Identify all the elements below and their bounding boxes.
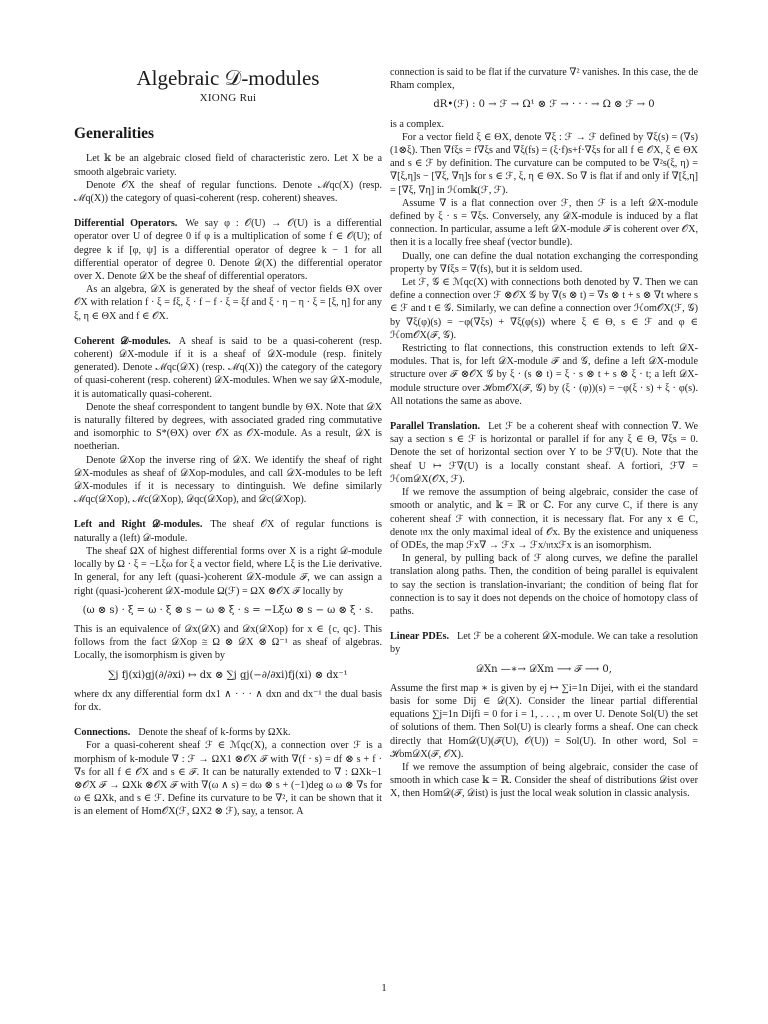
paragraph: connection is said to be flat if the curvature ∇² vanishes. In this case, the de Rham complex,	[390, 67, 698, 92]
left-column	[74, 66, 382, 819]
run-in-heading: Parallel Translation.	[390, 421, 481, 433]
paragraph: If we remove the assumption of being algebraic, consider the case of smooth in which case 𝕜 = ℝ. Consider the sheaf of distributions 𝒟ist over X, then Hom𝒟(ℱ, 𝒟ist) is just the local weak solution in classic analysis.	[390, 761, 698, 800]
page-number: 1	[381, 982, 387, 994]
paragraph: This is an equivalence of 𝒟x(𝒟X) and 𝒟x(𝒟Xop) for x ∈ {c, qc}. This follows from the fact 𝒟Xop ≅ Ω ⊗ 𝒟X ⊗ Ω⁻¹ as sheaf of algebras. Locally, the isomorphism is given by	[74, 623, 382, 662]
paragraph: where dx any differential form dx1 ∧ · · · ∧ dxn and dx⁻¹ the dual basis for dx.	[74, 688, 382, 713]
section-heading-generalities: Generalities	[74, 125, 155, 143]
paragraph-parallel-translation	[390, 420, 698, 486]
paragraph: Restricting to flat connections, this construction extends to left 𝒟X-modules. That is, for left 𝒟X-module ℱ and 𝒢, define a left 𝒟X-module structure over ℱ ⊗𝒪X 𝒢 by ξ · (s ⊗ t) = ξ · s ⊗ t + s ⊗ ξ · t; a left 𝒟X-module structure over ℋom𝒪X(ℱ, 𝒢) by (ξ · (φ))(s) = −φ(ξ · s) + ξ · φ(s). All notations the same as above.	[390, 343, 698, 407]
paragraph-text: The sheaf 𝒪X of regular functions is naturally a (left) 𝒟-module.	[74, 519, 382, 544]
paragraph: For a quasi-coherent sheaf ℱ ∈ ℳqc(X), a connection over ℱ is a morphism of k-module ∇ : ℱ → ΩX1 ⊗𝒪X ℱ with ∇(f · s) = df ⊗ s + f · ∇s for all f ∈ 𝒪X and s ∈ ℱ. It can be naturally extended to ∇ : ΩXk−1 ⊗𝒪X ℱ → ΩXk ⊗𝒪X ℱ with ∇(ω ∧ s) = dω ⊗ s + (−1)deg ω ω ⊗ ∇s for ω ∈ ΩXk, and s ∈ ℱ. Define its curvature to be ∇², it can be shown that it is an element of Hom𝒪X(ℱ, ΩX2 ⊗ ℱ), say, a tensor. A	[74, 740, 382, 818]
paragraph: As an algebra, 𝒟X is generated by the sheaf of vector fields ΘX over 𝒪X with relation f · ξ = fξ, ξ · f − f · ξ = ξf and ξ · η − η · ξ = [ξ, η] for any ξ, η ∈ ΘX and f ∈ 𝒪X.	[74, 284, 382, 322]
paragraph: Let ℱ, 𝒢 ∈ ℳqc(X) with connections both denoted by ∇. Then we can define a connection over ℱ ⊗𝒪X 𝒢 by ∇(s ⊗ t) = ∇s ⊗ t + s ⊗ ∇t where s ∈ ℱ and t ∈ 𝒢. Similarly, we can define a connection over ℋom𝒪X(ℱ, 𝒢) by ∇ξ(φ)(s) = −φ(∇ξs) + ∇ξ(φ(s)) where ξ ∈ Θ, s ∈ ℱ and φ ∈ ℋom𝒪X(ℱ, 𝒢).	[390, 277, 698, 341]
paper-title: Algebraic 𝒟-modules	[136, 66, 320, 90]
paragraph-text: Let ℱ be a coherent sheaf with connection ∇. We say a section s ∈ ℱ is horizontal or parallel if for any ξ ∈ Θ, ∇ξs = 0. Denote the set of horizontal section over Y to be ℱ∇(U). Note that the sheaf U ↦ ℱ∇(U) is a locally constant sheaf. A fortiori, ℱ∇ = ℋom𝒟X(𝒪X, ℱ).	[390, 421, 698, 485]
paragraph-coherent-modules	[74, 335, 382, 401]
paragraph: For a vector field ξ ∈ ΘX, denote ∇ξ : ℱ → ℱ defined by ∇ξ(s) = (∇s)(1⊗ξ). Then ∇fξs = f∇ξs and ∇ξ(fs) = (ξ·f)s+f·∇ξs for all f ∈ 𝒪X, ξ ∈ ΘX and s ∈ ℱ by definition. The curvature can be computed to be ∇²s(ξ, η) = ∇[ξ,η]s − [∇ξ, ∇η]s for s ∈ ℱ, ξ, η ∈ ΘX. So ∇ is flat if and only if ∇[ξ,η] = [∇ξ, ∇η] in ℋom𝕜(ℱ, ℱ).	[390, 131, 698, 196]
paragraph: Denote 𝒟Xop the inverse ring of 𝒟X. We identify the sheaf of right 𝒟X-modules as sheaf of 𝒟Xop-modules, and call 𝒟X-modules to be left 𝒟X-modules if it is necessary to dintinguish. We define similarly ℳqc(𝒟Xop), ℳc(𝒟Xop), 𝒟qc(𝒟Xop), and 𝒟c(𝒟Xop).	[74, 454, 382, 506]
paragraph: If we remove the assumption of being algebraic, consider the case of smooth or analytic, and 𝕜 = ℝ or ℂ. For any curve C, if there is any coherent sheaf ℱ with connection, it is necessary flat. For any x ∈ C, denote 𝔪x the only maximal ideal of 𝒪x. By the existence and uniqueness of ODEs, the map ℱx∇ → ℱx → ℱx/𝔪xℱx is an isomorphism.	[390, 487, 698, 551]
paragraph-text: A sheaf is said to be a quasi-coherent (resp. coherent) 𝒟X-module if it is a sheaf of 𝒟X-module (resp. finitely generated). Denote ℳqc(𝒟X) (resp. ℳq(X)) the category of the category of quasi-coherent (resp. coherent) 𝒟X-modules. When we say 𝒟X-module, it is automatically quasi-coherent.	[74, 335, 382, 400]
paragraph: is a complex.	[390, 118, 445, 130]
paragraph-linear-pdes	[390, 630, 698, 656]
paragraph: Dually, one can define the dual notation exchanging the corresponding property by ∇fξs = ∇(fs), but it is seldom used.	[390, 250, 698, 275]
paragraph: Denote 𝒪X the sheaf of regular functions. Denote ℳqc(X) (resp. ℳq(X)) the category of quasi-coherent (resp. coherent) sheaves.	[74, 179, 382, 205]
paragraph: Let 𝕜 be an algebraic closed field of characteristic zero. Let X be a smooth algebraic variety.	[74, 153, 382, 178]
paragraph-text: Let ℱ be a coherent 𝒟X-module. We can take a resolution by	[390, 631, 699, 656]
paragraph: In general, by pulling back of ℱ along curves, we define the parallel translation along paths. Then, the condition of being parallel is equivalent to say the section is translation-invariant; the condition of being flat for connection is to say it does not depends on the choice of homotopy class of paths.	[390, 553, 698, 617]
paragraph-differential-operators	[74, 217, 382, 283]
paragraph-text: We say φ : 𝒪(U) → 𝒪(U) is a differential operator over U of degree 0 if φ is a multiplication of some f ∈ 𝒪(U); of degree k if [φ, ψ] is a differential operator of degree k − 1 for all differential operator of degree 0. Denote 𝒟(X) the differential operator over X. Denote 𝒟X be the sheaf of differential operators.	[74, 218, 382, 283]
equation-de-rham: dR•(ℱ) : 0 → ℱ → Ω¹ ⊗ ℱ → · · · → Ω ⊗ ℱ → 0	[433, 99, 655, 111]
paragraph: Assume ∇ is a flat connection over ℱ, then ℱ is a left 𝒟X-module defined by ξ · s = ∇ξs. Conversely, any 𝒟X-module is induced by a flat connection. In particular, assume a left 𝒟X-module ℱ is coherent over 𝒪X, then it is a locally free sheaf (vector bundle).	[390, 197, 698, 249]
run-in-heading: Left and Right 𝒟-modules.	[74, 519, 203, 531]
equation: ∑j fj(xi)gj(∂/∂xi) ↦ dx ⊗ ∑j gj(−∂/∂xi)fj(xi) ⊗ dx⁻¹	[108, 669, 348, 681]
run-in-heading: Connections.	[74, 727, 131, 739]
right-column	[390, 66, 698, 801]
paragraph-connections	[74, 726, 382, 739]
paragraph: Assume the first map ∗ is given by ej ↦ ∑i=1n Dijei, with ei the standard basis for some Dij ∈ 𝒟(X). Consider the linear partial differential equations ∑j=1n Dijfi = 0 for i = 1, . . . , m over U. Denote Sol(U) the set of solutions of them. Then Sol(U) is clearly forms a sheaf. One can check directly that Hom𝒟(U)(ℱ(U), 𝒪(U)) = Sol(U). In other word, Sol = ℋom𝒟X(ℱ, 𝒪X).	[390, 682, 698, 760]
run-in-heading: Linear PDEs.	[390, 631, 450, 643]
run-in-heading: Coherent 𝒟-modules.	[74, 335, 171, 347]
paragraph: The sheaf ΩX of highest differential forms over X is a right 𝒟-module locally by Ω · ξ = −Lξω for ξ a vector field, where Lξ is the Lie derivative. In general, for any left (quasi-)coherent 𝒟X-module ℱ, we can assign a right (quasi-)coherent 𝒟X-module Ω(ℱ) = ΩX ⊗𝒪X ℱ locally by	[74, 545, 382, 597]
paragraph: Denote the sheaf correspondent to tangent bundle by ΘX. Note that 𝒟X is naturally filtered by degrees, with associated graded ring commutative and isomorphic to S*(ΘX) over 𝒪X as 𝒪X-module. As a result, 𝒟X is noetherian.	[74, 401, 382, 453]
equation: (ω ⊗ s) · ξ = ω · ξ ⊗ s − ω ⊗ ξ · s = −Lξω ⊗ s − ω ⊗ ξ · s.	[82, 604, 374, 616]
paragraph-text: Denote the sheaf of k-forms by ΩXk.	[138, 727, 291, 739]
paragraph-left-right-modules	[74, 518, 382, 544]
author-name: XIONG Rui	[199, 92, 257, 104]
equation-resolution: 𝒟Xn —∗→ 𝒟Xm ⟶ ℱ ⟶ 0,	[476, 663, 612, 675]
run-in-heading: Differential Operators.	[74, 218, 178, 230]
